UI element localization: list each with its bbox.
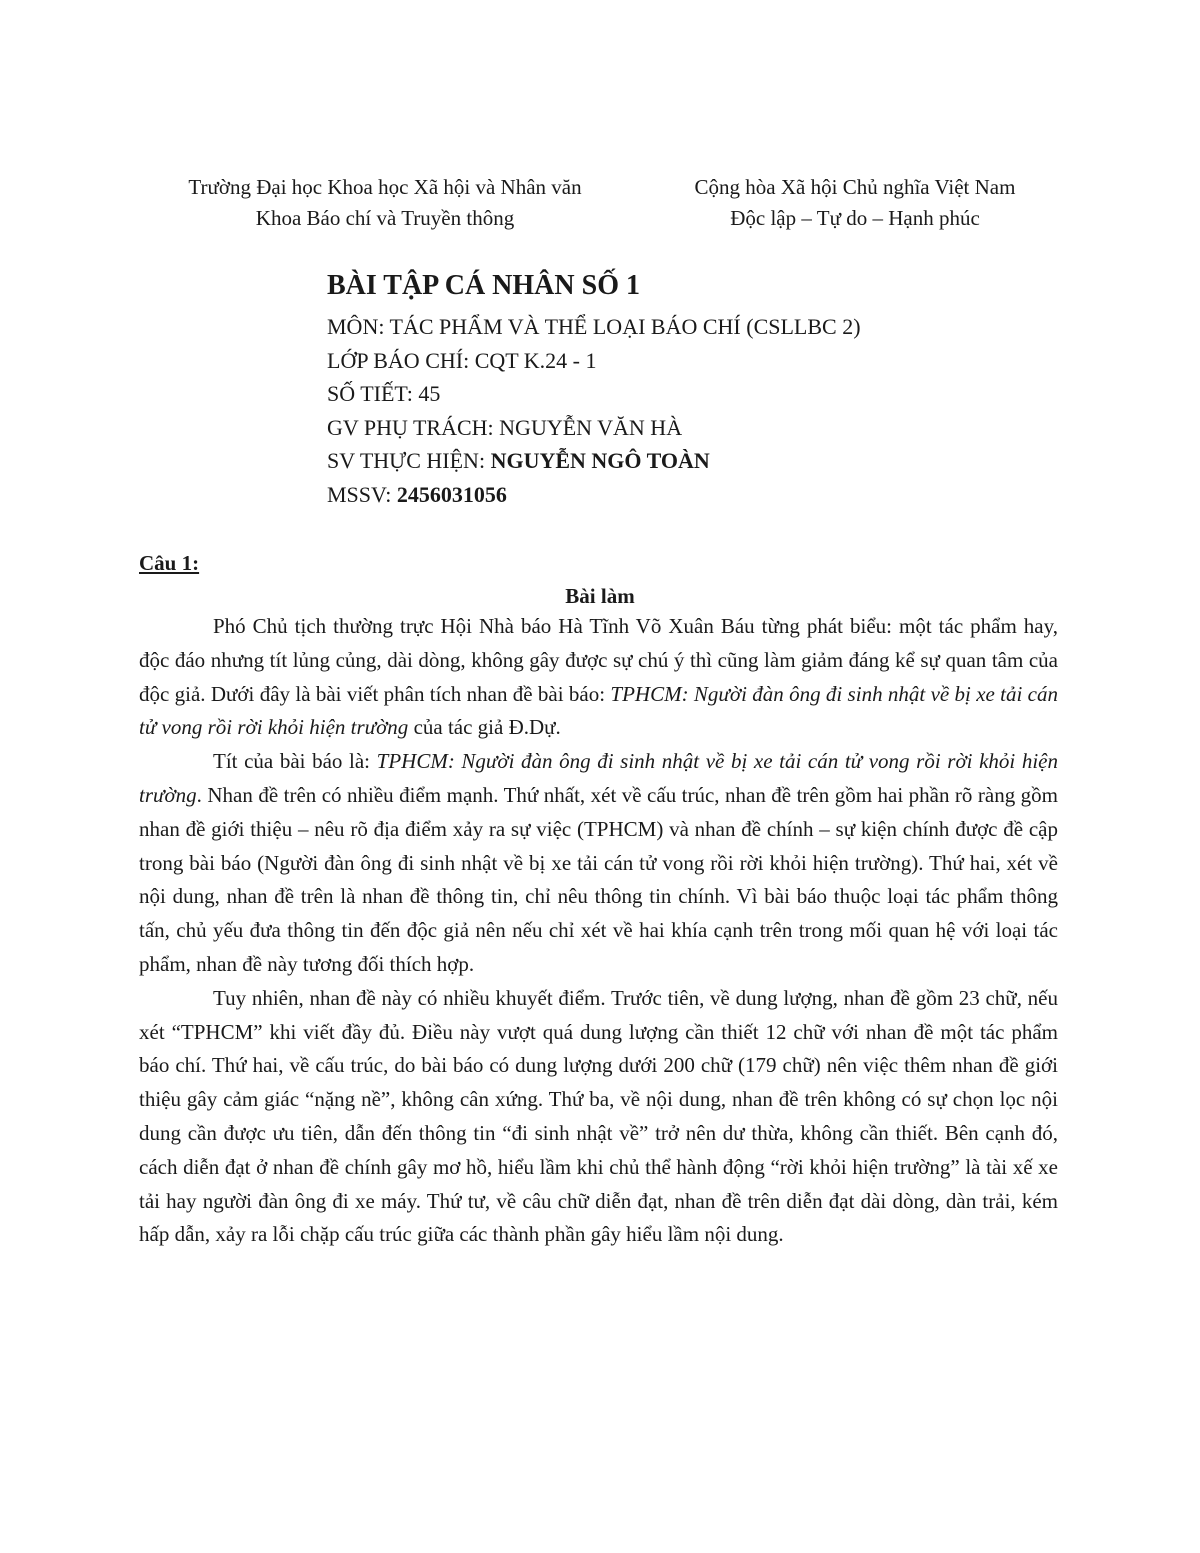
article-title-italic: TPHCM: Người đàn ông đi sinh nhật về bị xe tải cán tử vong rồi rời khỏi hiện trường <box>139 681 1058 740</box>
paragraph-2-text-b: . Nhan đề trên có nhiều điểm mạnh. Thứ nhất, xét về cấu trúc, nhan đề trên gồm hai phần rõ ràng gồm nhan đề giới thiệu – nêu rõ địa điểm xảy ra sự việc (TPHCM) và nhan đề chính – sự kiện chính được đề cập trong bài báo (Người đàn ông đi sinh nhật về bị xe tải cán tử vong rồi rời khỏi hiện trường). Thứ hai, xét về nội dung, nhan đề trên là nhan đề thông tin, chỉ nêu thông tin chính. Vì bài báo thuộc loại tác phẩm thông tấn, chủ yếu đưa thông tin đến độc giả nên nếu chỉ xét về hai khía cạnh trên trong mối quan hệ với loại tác phẩm, nhan đề này tương đối thích hợp. <box>139 782 1058 976</box>
faculty-name: Khoa Báo chí và Truyền thông <box>255 206 515 230</box>
section-title: Bài làm <box>565 584 635 608</box>
class-line: LỚP BÁO CHÍ: CQT K.24 - 1 <box>327 347 597 373</box>
national-motto: Độc lập – Tự do – Hạnh phúc <box>730 206 980 230</box>
student-id-label: MSSV: <box>327 481 397 507</box>
paragraph-2-text-a: Tít của bài báo là: <box>213 749 377 774</box>
periods-line: SỐ TIẾT: 45 <box>327 381 441 406</box>
assignment-info <box>327 268 861 511</box>
student-line <box>327 444 861 478</box>
student-name: NGUYỄN NGÔ TOÀN <box>490 448 710 473</box>
article-title-italic: TPHCM: Người đàn ông đi sinh nhật về bị xe tải cán tử vong rồi rời khỏi hiện trường <box>139 749 1059 807</box>
subject-line: MÔN: TÁC PHẨM VÀ THỂ LOẠI BÁO CHÍ (CSLLBC 2) <box>327 314 861 339</box>
paragraph-2 <box>139 745 1058 982</box>
university-name: Trường Đại học Khoa học Xã hội và Nhân văn <box>188 175 582 199</box>
student-id-value: 2456031056 <box>396 481 507 507</box>
country-name: Cộng hòa Xã hội Chủ nghĩa Việt Nam <box>694 175 1016 199</box>
assignment-title: BÀI TẬP CÁ NHÂN SỐ 1 <box>327 270 640 301</box>
question-label: Câu 1: <box>139 551 200 575</box>
essay-body <box>139 610 1058 1252</box>
paragraph-1-text-a: Phó Chủ tịch thường trực Hội Nhà báo Hà Tĩnh Võ Xuân Báu từng phát biểu: một tác phẩm hay, độc đáo nhưng tít lủng củng, dài dòng, không gây được sự chú ý thì cũng làm giảm đáng kể sự quan tâm của độc giả. Dưới đây là bài viết phân tích nhan đề bài báo: <box>139 614 1058 706</box>
header-left <box>130 172 640 234</box>
paragraph-1-text-b: của tác giả Đ.Dự. <box>408 715 561 740</box>
paragraph-3: Tuy nhiên, nhan đề này có nhiều khuyết điểm. Trước tiên, về dung lượng, nhan đề gồm 23 chữ, nếu xét “TPHCM” khi viết đầy đủ. Điều này vượt quá dung lượng cần thiết 12 chữ với nhan đề một tác phẩm báo chí. Thứ hai, về cấu trúc, do bài báo có dung lượng dưới 200 chữ (179 chữ) nên việc thêm nhan đề giới thiệu gây cảm giác “nặng nề”, không cân xứng. Thứ ba, về nội dung, nhan đề trên không có sự chọn lọc nội dung cần được ưu tiên, dẫn đến thông tin “đi sinh nhật về” trở nên dư thừa, không cần thiết. Bên cạnh đó, cách diễn đạt ở nhan đề chính gây mơ hồ, hiểu lầm khi chủ thể hành động “rời khỏi hiện trường” là tài xế xe tải hay người đàn ông đi xe máy. Thứ tư, về câu chữ diễn đạt, nhan đề trên diễn đạt dài dòng, dàn trải, kém hấp dẫn, xảy ra lỗi chặp cấu trúc giữa các thành phần gây hiểu lầm nội dung. <box>139 985 1058 1247</box>
lecturer-line: GV PHỤ TRÁCH: NGUYỄN VĂN HÀ <box>327 414 683 440</box>
paragraph-1 <box>139 610 1058 745</box>
student-label: SV THỰC HIỆN: <box>327 448 491 473</box>
header-right <box>650 172 1060 234</box>
student-id-line <box>327 478 861 512</box>
